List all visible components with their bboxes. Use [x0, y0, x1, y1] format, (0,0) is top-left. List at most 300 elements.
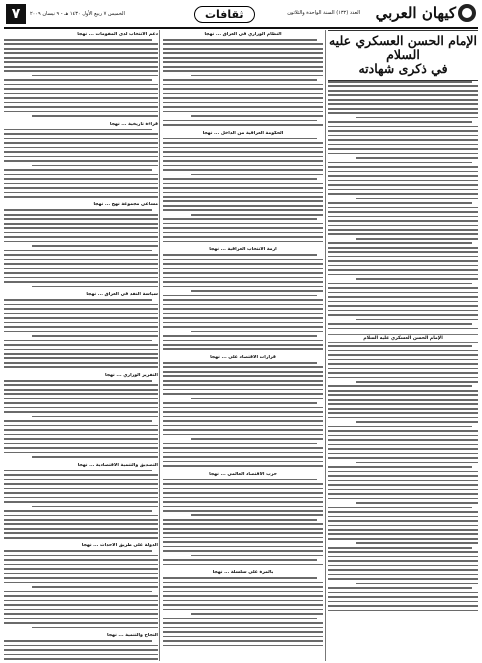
text-line [32, 335, 158, 337]
text-line [32, 416, 158, 418]
text-line [163, 209, 323, 211]
text-line [163, 434, 323, 436]
text-line [163, 456, 323, 458]
text-line [328, 578, 478, 580]
text-line [163, 416, 323, 418]
paragraph-text [4, 380, 158, 461]
text-line [191, 613, 323, 615]
text-line [328, 457, 478, 459]
text-line [4, 492, 158, 494]
text-line [4, 39, 152, 41]
text-line [4, 142, 158, 144]
text-line [163, 196, 323, 198]
text-line [328, 85, 478, 87]
text-line [4, 497, 158, 499]
text-line [163, 384, 323, 386]
text-line [328, 605, 478, 607]
text-line [163, 425, 323, 427]
text-line [4, 600, 158, 602]
text-line [328, 184, 478, 186]
text-line [4, 645, 158, 647]
text-line [328, 220, 478, 222]
text-line [163, 88, 323, 90]
text-line [328, 390, 478, 392]
text-line [163, 147, 323, 149]
text-line [328, 130, 478, 132]
text-line [163, 236, 323, 238]
text-line [163, 622, 323, 624]
text-line [4, 232, 158, 234]
text-line [4, 272, 158, 274]
text-line [163, 452, 323, 454]
column-divider [325, 30, 326, 661]
text-line [4, 443, 158, 445]
text-line [163, 295, 317, 297]
subheading: التقرير الوزاري ... نهجا [104, 372, 158, 378]
text-line [328, 498, 478, 500]
text-line [191, 115, 323, 117]
text-line [163, 272, 323, 274]
text-line [4, 344, 158, 346]
text-line [191, 398, 323, 400]
text-line [4, 93, 158, 95]
text-line [328, 525, 478, 527]
text-line [328, 310, 478, 312]
text-line [328, 94, 478, 96]
main-article-column [328, 30, 478, 661]
text-line [163, 317, 323, 319]
text-line [328, 560, 478, 562]
text-line [4, 43, 158, 45]
text-line [163, 241, 323, 243]
subheading: مساعي مجموعة نهج ... نهجا [93, 202, 158, 208]
article-inset-title: الإمام الحسن العسكري عليه السلام [328, 334, 478, 343]
text-line [163, 223, 323, 225]
text-line [163, 227, 323, 229]
text-line [163, 120, 317, 122]
text-line [328, 292, 478, 294]
text-line [191, 438, 323, 440]
text-line [328, 601, 478, 603]
text-line [328, 233, 478, 235]
text-line [328, 359, 478, 361]
text-line [163, 277, 323, 279]
text-line [163, 402, 317, 404]
text-line [328, 377, 478, 379]
text-line [4, 393, 158, 395]
text-line [4, 573, 158, 575]
text-line [328, 399, 478, 401]
text-line [4, 214, 158, 216]
text-line [328, 475, 478, 477]
text-line [163, 537, 323, 539]
text-line [328, 251, 478, 253]
text-line [163, 636, 323, 638]
text-line [4, 582, 158, 584]
text-line [191, 514, 323, 516]
text-line [328, 610, 478, 612]
text-line [4, 52, 158, 54]
text-line [4, 241, 158, 243]
text-line [328, 551, 478, 553]
text-line [191, 555, 323, 557]
text-line [163, 577, 317, 579]
text-line [4, 398, 158, 400]
subheading: قراءة تاريخية ... نهجا [109, 121, 158, 127]
logo-text: كيهان العربي [375, 4, 456, 22]
text-line [4, 483, 158, 485]
text-line [4, 488, 158, 490]
text-line [163, 178, 317, 180]
text-line [356, 157, 478, 159]
text-line [328, 126, 478, 128]
text-line [4, 604, 158, 606]
text-line [163, 528, 323, 530]
text-line [328, 489, 478, 491]
text-line [356, 117, 478, 119]
text-line [4, 299, 152, 301]
text-line [4, 183, 158, 185]
text-line [328, 180, 478, 182]
paragraph-text [163, 479, 323, 569]
text-line [32, 506, 158, 508]
text-line [163, 465, 323, 467]
text-line [4, 227, 158, 229]
paragraph-text [163, 39, 323, 129]
text-line [4, 236, 158, 238]
text-line [163, 506, 323, 508]
paragraph-text [4, 299, 158, 371]
text-line [163, 48, 323, 50]
text-line [163, 43, 323, 45]
subheading: النجاح والتنمية ... نهجا [107, 633, 158, 639]
text-line [4, 407, 158, 409]
text-line [4, 57, 158, 59]
newspaper-logo[interactable] [376, 4, 476, 22]
text-line [4, 196, 158, 198]
text-line [163, 322, 323, 324]
text-line [163, 259, 323, 261]
text-line [4, 147, 158, 149]
text-line [4, 61, 158, 63]
text-line [328, 556, 478, 558]
text-line [328, 444, 478, 446]
text-line [328, 408, 478, 410]
text-line [4, 474, 158, 476]
text-line [328, 323, 472, 325]
text-line [163, 488, 323, 490]
text-line [328, 350, 478, 352]
text-line [32, 115, 158, 117]
text-line [163, 443, 317, 445]
text-line [356, 462, 478, 464]
text-line [356, 198, 478, 200]
text-line [163, 97, 323, 99]
text-line [163, 183, 323, 185]
text-line [328, 516, 478, 518]
text-line [163, 380, 323, 382]
text-line [163, 366, 323, 368]
text-line [4, 169, 152, 171]
text-line [328, 108, 478, 110]
text-line [328, 439, 478, 441]
text-line [32, 286, 158, 288]
masthead [4, 3, 478, 29]
text-line [32, 245, 158, 247]
text-line [4, 362, 158, 364]
text-line [4, 564, 158, 566]
text-line [328, 256, 478, 258]
text-line [4, 591, 152, 593]
text-line [163, 344, 323, 346]
text-line [328, 314, 478, 316]
column-divider [159, 30, 160, 661]
text-line [328, 574, 478, 576]
text-line [4, 254, 158, 256]
text-line [4, 366, 158, 368]
text-line [4, 609, 158, 611]
text-line [163, 559, 317, 561]
text-line [4, 106, 158, 108]
text-line [328, 328, 478, 330]
text-line [163, 519, 317, 521]
text-line [163, 389, 323, 391]
text-line [4, 618, 158, 620]
text-line [163, 326, 323, 328]
text-line [4, 250, 152, 252]
text-line [163, 263, 323, 265]
text-line [4, 411, 158, 413]
text-line [163, 362, 317, 364]
subheading: الحكومة العراقية من الداخل ... نهجا [202, 130, 284, 136]
text-line [356, 542, 478, 544]
text-line [4, 532, 158, 534]
text-line [4, 555, 158, 557]
paragraph-text [163, 362, 323, 470]
text-line [4, 331, 158, 333]
text-line [4, 340, 152, 342]
text-line [4, 353, 158, 355]
text-line [163, 492, 323, 494]
text-line [328, 265, 478, 267]
text-line [328, 148, 478, 150]
text-line [328, 394, 478, 396]
text-line [328, 283, 472, 285]
subheading: التصديق والتنمية الاقتصادية ... نهجا [77, 462, 158, 468]
text-line [328, 565, 478, 567]
text-line [163, 411, 323, 413]
date-line: الخميس ٧ ربيع الأول ١٤٣٠ هـ - ٩ نيسان ٢٠٠٩ [30, 11, 125, 17]
text-line [163, 232, 323, 234]
text-line [4, 187, 158, 189]
text-line [4, 88, 158, 90]
text-line [4, 519, 158, 521]
text-line [163, 52, 323, 54]
text-line [328, 112, 478, 114]
text-line [4, 537, 158, 539]
paragraph-text [4, 209, 158, 290]
text-line [328, 507, 472, 509]
text-line [4, 66, 158, 68]
text-line [163, 348, 323, 350]
text-line [328, 247, 478, 249]
text-line [163, 375, 323, 377]
text-line [191, 331, 323, 333]
text-line [163, 447, 323, 449]
text-line [163, 61, 323, 63]
text-line [328, 305, 478, 307]
paragraph-text [4, 39, 158, 120]
text-line [163, 205, 323, 207]
text-line [328, 90, 478, 92]
text-line [4, 308, 158, 310]
text-line [4, 568, 158, 570]
text-line [328, 453, 478, 455]
paragraph-text [4, 550, 158, 631]
text-line [328, 301, 478, 303]
text-line [163, 286, 323, 288]
text-line [163, 461, 323, 463]
globe-emblem-icon [458, 4, 476, 22]
text-line [4, 209, 152, 211]
text-line [328, 354, 478, 356]
text-line [163, 57, 323, 59]
paragraph-text [163, 138, 323, 246]
text-line [356, 278, 478, 280]
text-line [163, 156, 323, 158]
text-line [163, 479, 317, 481]
text-line [4, 402, 158, 404]
text-line [191, 75, 323, 77]
text-line [356, 381, 478, 383]
text-line [163, 600, 323, 602]
text-line [328, 533, 478, 535]
paragraph-text [163, 577, 323, 649]
text-line [4, 111, 158, 113]
text-line [328, 121, 472, 123]
text-line [32, 586, 158, 588]
text-line [163, 299, 323, 301]
text-line [163, 420, 323, 422]
text-line [163, 93, 323, 95]
text-line [163, 111, 323, 113]
article-body-text-continued [328, 345, 478, 614]
text-line [4, 420, 152, 422]
text-line [328, 189, 478, 191]
text-line [4, 479, 158, 481]
subheading: حرب الاقتصاد العالمي ... نهجا [209, 471, 277, 477]
text-line [4, 510, 152, 512]
text-line [328, 412, 478, 414]
text-line [328, 103, 478, 105]
text-line [163, 586, 323, 588]
text-line [32, 165, 158, 167]
text-line [163, 102, 323, 104]
text-line [328, 372, 478, 374]
text-line [328, 144, 478, 146]
text-line [163, 254, 317, 256]
text-line [328, 274, 478, 276]
text-line [163, 564, 323, 566]
text-line [163, 393, 323, 395]
text-line [328, 269, 478, 271]
text-line [4, 129, 152, 131]
text-line [328, 596, 478, 598]
text-line [4, 223, 158, 225]
article-headline: الإمام الحسن العسكري عليه السلام في ذكرى شهادته [328, 33, 478, 76]
text-line [4, 259, 158, 261]
text-line [163, 268, 323, 270]
text-line [4, 357, 158, 359]
text-line [191, 290, 323, 292]
subheading: أزمة الانتخاب العراقية ... نهجا [209, 247, 277, 253]
text-line [328, 426, 472, 428]
text-line [163, 308, 323, 310]
text-line [328, 403, 478, 405]
paragraph-text [4, 640, 158, 661]
text-line [328, 466, 472, 468]
text-line [163, 523, 323, 525]
text-line [328, 139, 478, 141]
text-line [4, 326, 158, 328]
article-body-text [328, 81, 478, 332]
text-line [4, 277, 158, 279]
text-line [4, 192, 158, 194]
text-line [328, 175, 478, 177]
text-line [163, 604, 323, 606]
text-line [4, 429, 158, 431]
subheading: النظام الوزاري في العراق ... نهجا [204, 32, 282, 37]
text-line [163, 429, 323, 431]
text-line [328, 592, 478, 594]
text-line [4, 156, 158, 158]
text-line [328, 260, 478, 262]
text-line [32, 456, 158, 458]
text-line [4, 349, 158, 351]
text-line [4, 515, 158, 517]
text-line [4, 84, 158, 86]
text-line [4, 174, 158, 176]
text-line [4, 313, 158, 315]
text-line [356, 583, 478, 585]
text-line [4, 384, 158, 386]
paragraph-text [4, 470, 158, 542]
text-line [4, 649, 158, 651]
text-line [4, 322, 158, 324]
text-line [163, 541, 323, 543]
text-line [328, 368, 478, 370]
text-line [163, 407, 323, 409]
left-column [4, 30, 158, 661]
text-line [163, 618, 317, 620]
page-number-badge: ٧ [6, 4, 26, 24]
subheading: دعم الانتخاب لدى المقومات ... نهجا [77, 32, 158, 37]
text-line [328, 493, 478, 495]
text-line [328, 211, 478, 213]
text-line [4, 622, 158, 624]
text-line [328, 345, 472, 347]
text-line [4, 447, 158, 449]
text-line [4, 470, 152, 472]
text-line [328, 99, 478, 101]
text-line [163, 313, 323, 315]
text-line [4, 577, 158, 579]
text-line [328, 81, 472, 83]
text-line [4, 79, 152, 81]
text-line [163, 165, 323, 167]
text-line [163, 192, 323, 194]
headline-frame [328, 30, 478, 81]
